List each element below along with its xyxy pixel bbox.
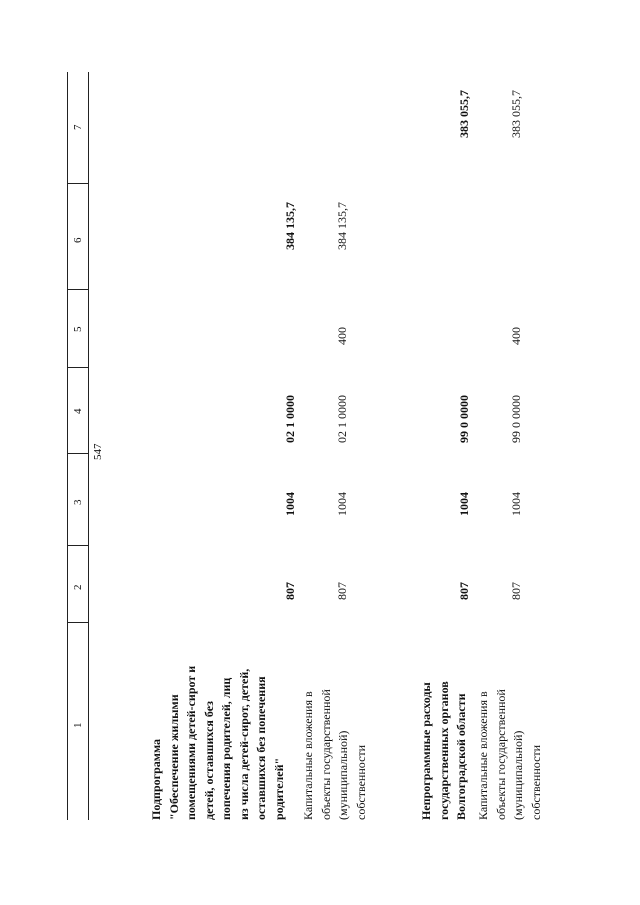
row-3-c2: 807 — [457, 582, 471, 600]
row-3-c3: 1004 — [457, 492, 471, 516]
row-2-name: Капитальные вложения в объекты государственной (муниципальной) собственности — [301, 689, 368, 820]
col-header-6: 6 — [72, 237, 84, 243]
row-2-c6: 384 135,7 — [335, 202, 349, 250]
col-divider-1 — [67, 622, 89, 623]
col-header-4: 4 — [72, 408, 84, 414]
row-4-c3: 1004 — [509, 492, 523, 516]
row-4-c4: 99 0 0000 — [509, 395, 523, 443]
row-2-c2: 807 — [335, 582, 349, 600]
col-divider-5 — [67, 289, 89, 290]
row-3-c7: 383 055,7 — [457, 90, 471, 138]
row-2-c5: 400 — [335, 327, 349, 345]
row-2-c3: 1004 — [335, 492, 349, 516]
header-rule-inner — [88, 72, 89, 820]
col-header-1: 1 — [72, 722, 84, 728]
row-1-c4: 02 1 0000 — [283, 395, 297, 443]
col-divider-2 — [67, 545, 89, 546]
row-3-c4: 99 0 0000 — [457, 395, 471, 443]
col-header-3: 3 — [72, 499, 84, 505]
col-divider-3 — [67, 453, 89, 454]
row-1-name: Подпрограмма "Обеспечение жилыми помещениями детей-сирот и детей, оставшихся без попечения родителей, лиц из числа детей-сирот, детей, оставшихся без попечения родителей" — [149, 665, 286, 820]
row-4-c7: 383 055,7 — [509, 90, 523, 138]
col-header-5: 5 — [72, 326, 84, 332]
row-1-c2: 807 — [283, 582, 297, 600]
row-2-c4: 02 1 0000 — [335, 395, 349, 443]
row-1-c3: 1004 — [283, 492, 297, 516]
row-4-name: Капитальные вложения в объекты государственной (муниципальной) собственности — [476, 689, 543, 820]
header-rule-outer — [67, 72, 68, 820]
page-number: 547 — [92, 443, 104, 460]
row-1-c6: 384 135,7 — [283, 202, 297, 250]
col-divider-4 — [67, 367, 89, 368]
col-header-7: 7 — [72, 124, 84, 130]
row-4-c5: 400 — [509, 327, 523, 345]
row-3-name: Непрограммные расходы государственных органов Волгоградской области — [419, 681, 468, 820]
row-4-c2: 807 — [509, 582, 523, 600]
col-header-2: 2 — [72, 584, 84, 590]
col-divider-6 — [67, 183, 89, 184]
